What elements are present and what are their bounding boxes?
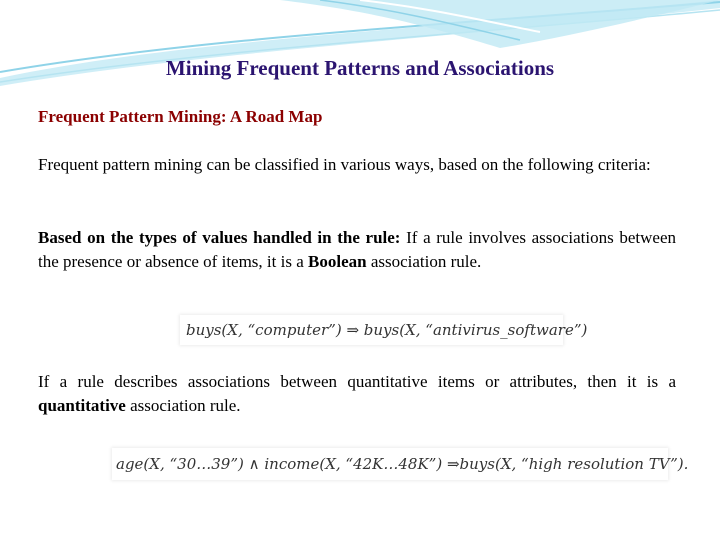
- section-subtitle: Frequent Pattern Mining: A Road Map: [38, 107, 323, 126]
- boolean-rule-formula: buys(X, “computer”) ⇒ buys(X, “antivirus_software”): [180, 315, 563, 345]
- quantitative-rule-formula: age(X, “30…39”) ∧ income(X, “42K…48K”) ⇒buys(X, “high resolution TV”).: [112, 448, 668, 480]
- criterion-heading: Based on the types of values handled in the rule:: [38, 228, 401, 247]
- quantitative-keyword: quantitative: [38, 396, 126, 415]
- quantitative-text-end: association rule.: [125, 396, 241, 415]
- slide-title: Mining Frequent Patterns and Associations: [165, 56, 555, 80]
- criterion-text-end: association rule.: [366, 252, 482, 271]
- boolean-rule-paragraph: [38, 226, 676, 274]
- intro-paragraph: Frequent pattern mining can be classified in various ways, based on the following criteria:: [38, 155, 651, 174]
- boolean-keyword: Boolean: [308, 252, 367, 271]
- criterion-text: If a rule involves associations between the presence or absence of items, it is a: [38, 228, 677, 271]
- quantitative-text: If a rule describes associations between quantitative items or attributes, then it is a: [38, 372, 676, 391]
- quantitative-rule-paragraph: [38, 370, 676, 418]
